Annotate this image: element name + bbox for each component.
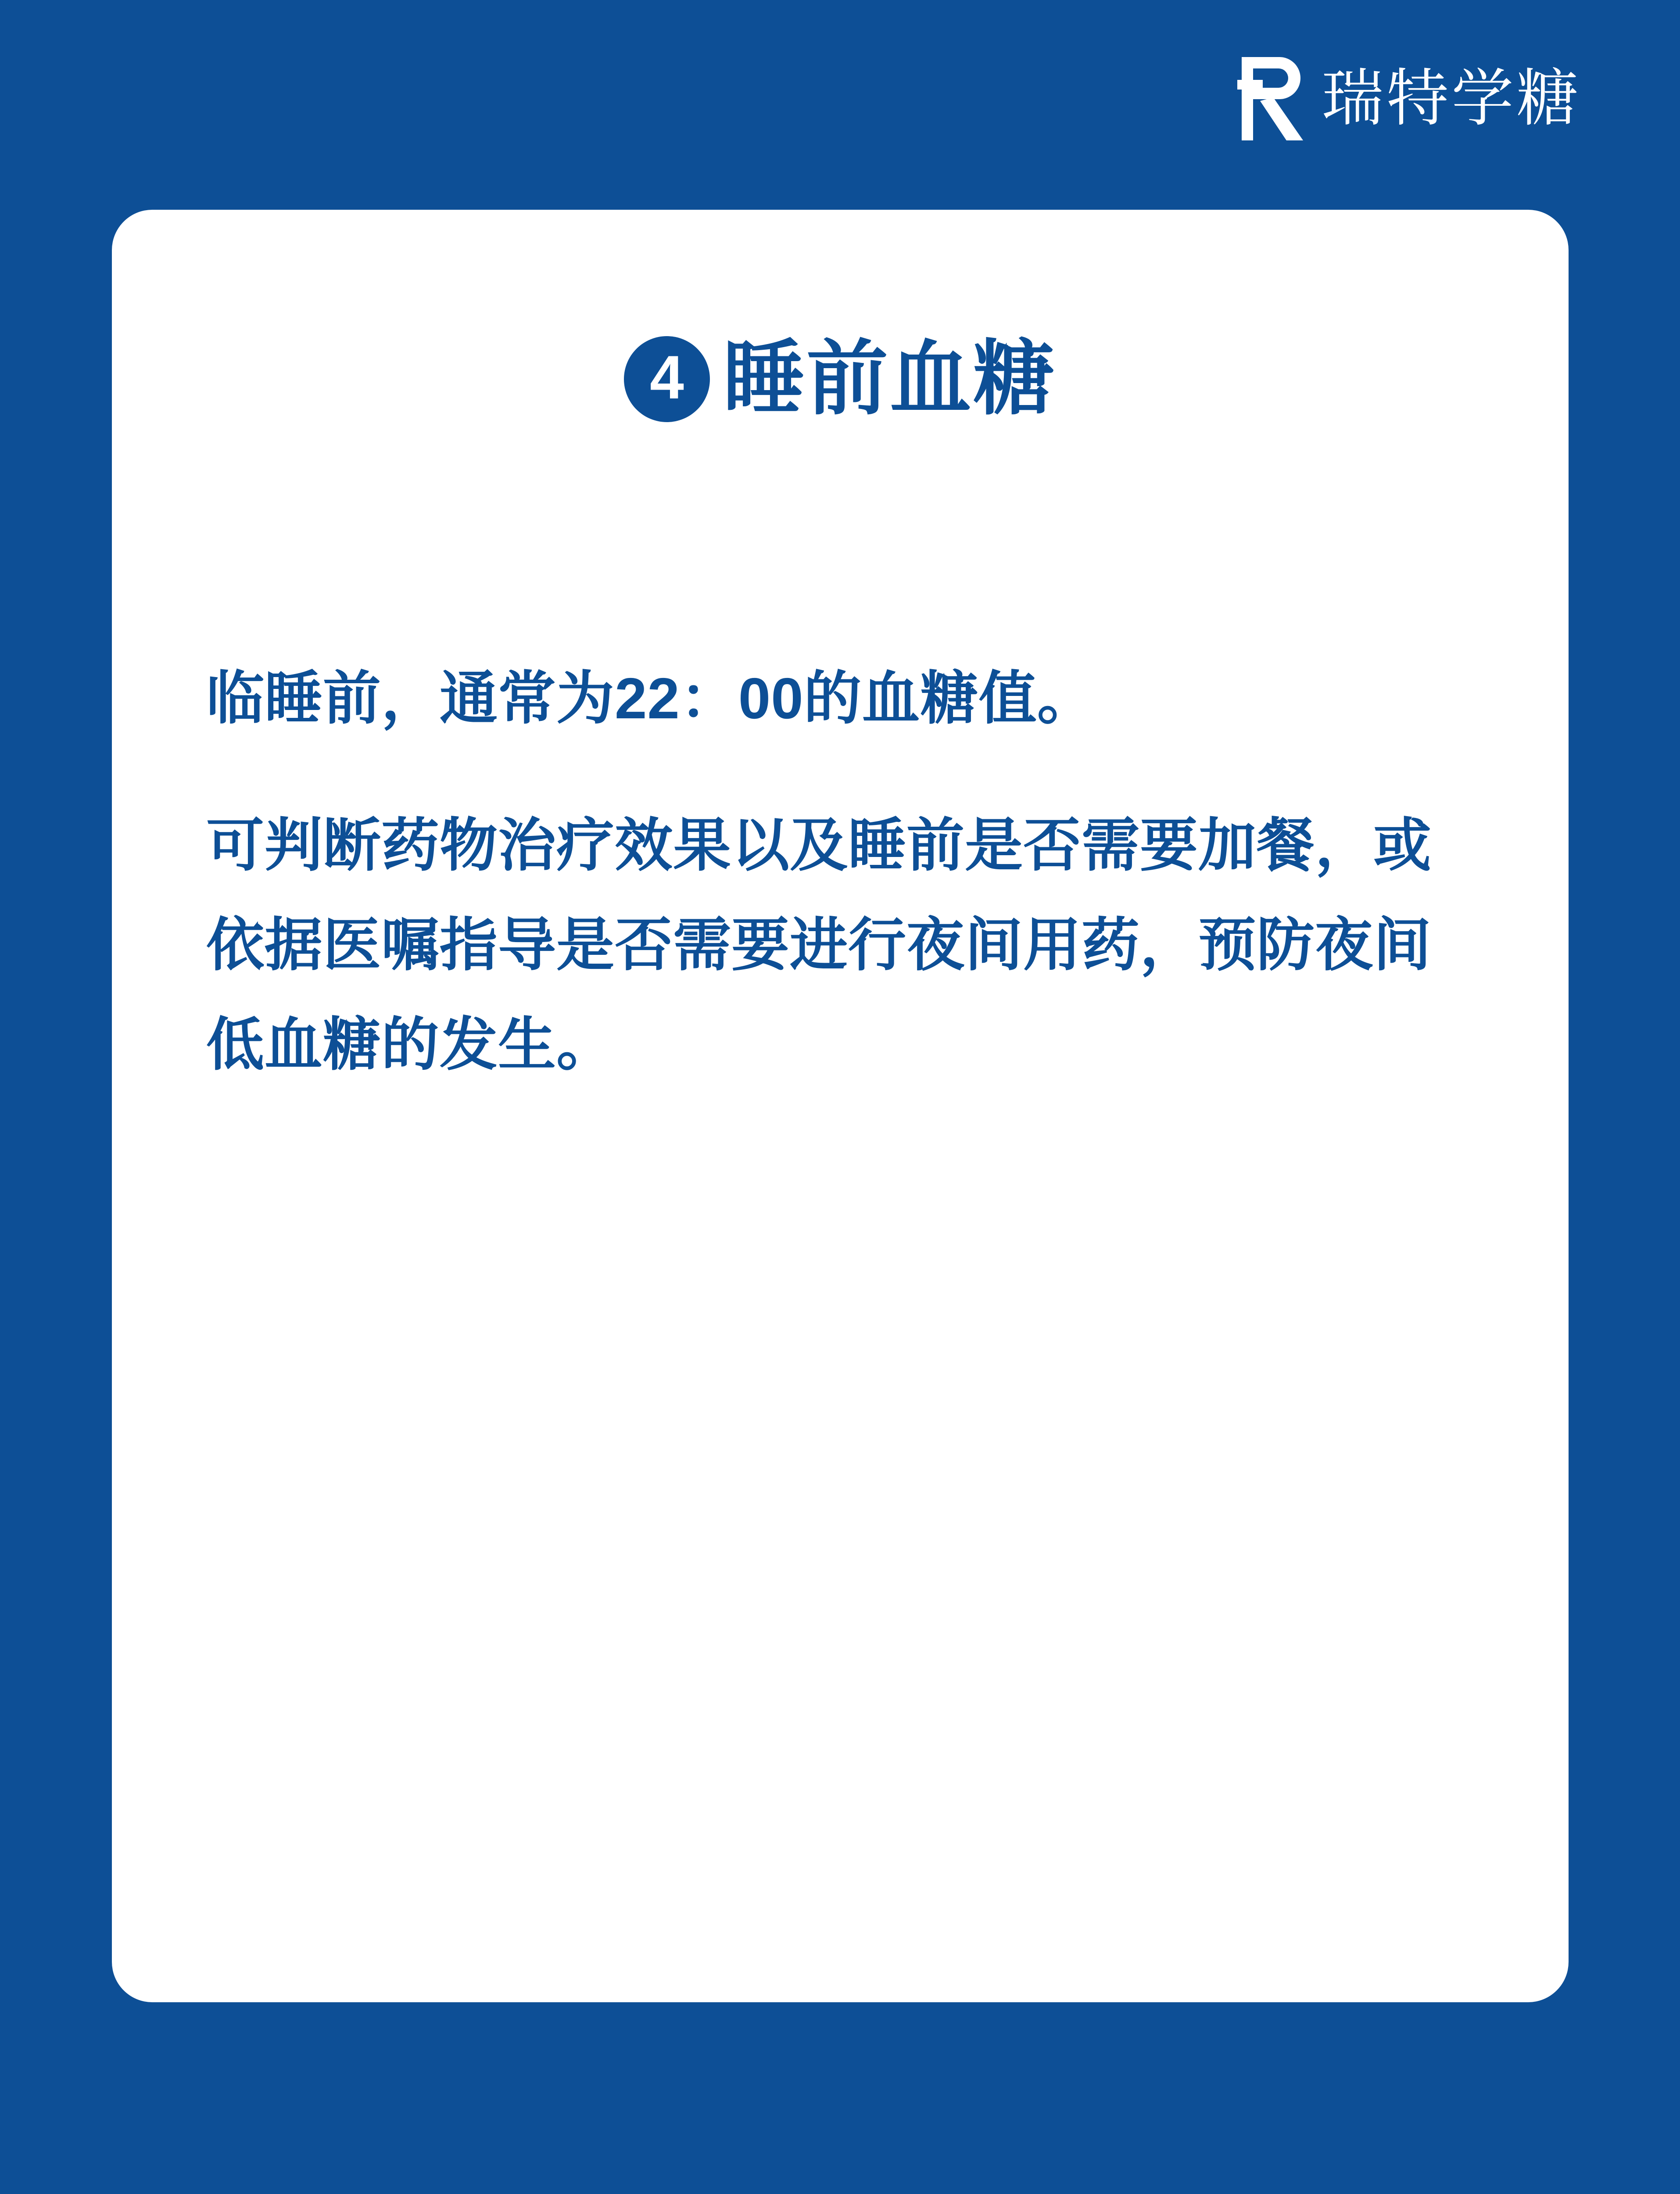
brand-header [1237,57,1581,140]
card-title-row [112,333,1569,424]
step-number-badge: 4 [624,336,710,422]
r-monogram-logo-icon [1237,57,1303,140]
body-paragraph: 可判断药物治疗效果以及睡前是否需要加餐，或依据医嘱指导是否需要进行夜间用药，预防夜间低血糖的发生。 [206,813,1432,1077]
body-paragraph: 临睡前，通常为22：00的血糖值。 [206,666,1096,731]
brand-name: 瑞特学糖 [1322,64,1581,133]
page-title: 睡前血糖 [723,333,1057,424]
card-body [206,649,1474,1094]
content-card [112,210,1569,2002]
